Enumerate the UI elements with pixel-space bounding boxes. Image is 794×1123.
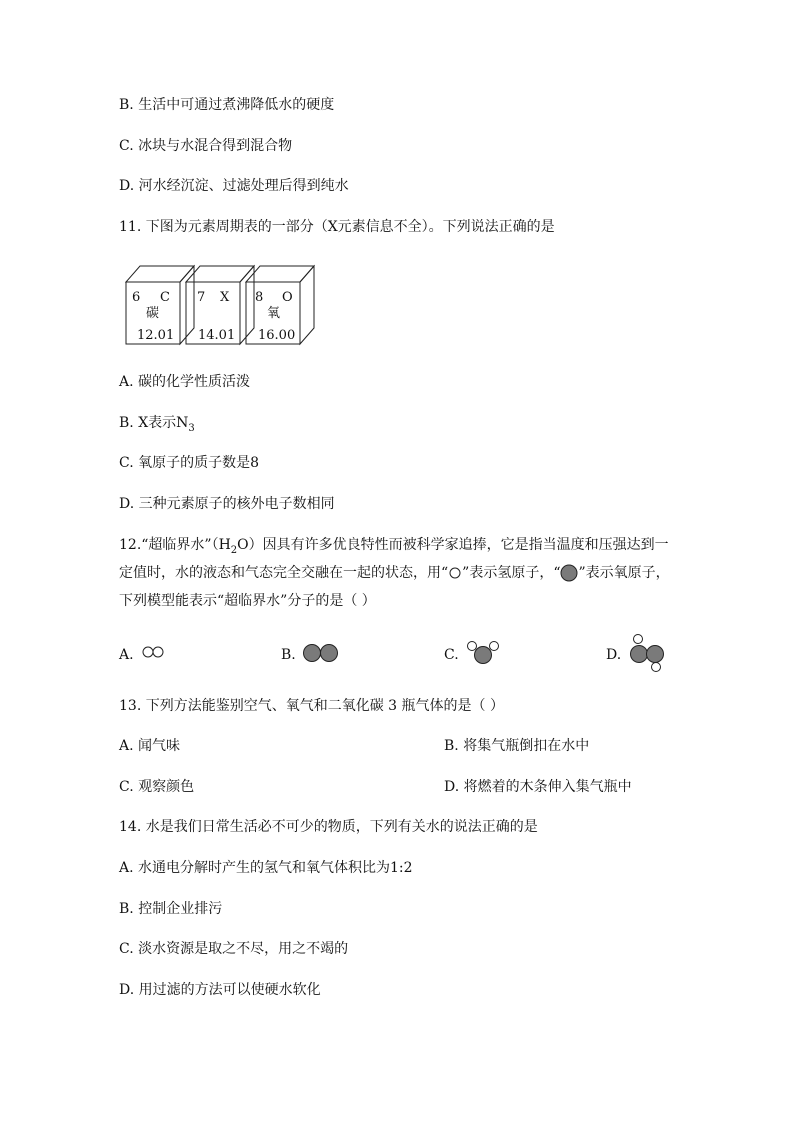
- molecule-b-icon: [302, 642, 340, 664]
- q13-option-d: D. 将燃着的木条伸入集气瓶中: [444, 779, 632, 795]
- q12-line1-b: O）因具有许多优良特性而被科学家追捧，它是指当温度和压强达到一: [237, 537, 669, 553]
- oxygen-atom-icon: [560, 564, 578, 582]
- q12-stem-line3: 下列模型能表示“超临界水”分子的是（ ）: [119, 593, 376, 609]
- q13-option-c: C. 观察颜色: [119, 779, 195, 795]
- q10-option-d: D. 河水经沉淀、过滤处理后得到纯水: [119, 178, 349, 194]
- element-o-mass: 16.00: [258, 328, 296, 343]
- q13-option-b: B. 将集气瓶倒扣在水中: [444, 738, 590, 754]
- molecule-d-icon: [626, 630, 668, 674]
- molecule-c-icon: [464, 638, 502, 668]
- q13-option-a: A. 闻气味: [119, 738, 181, 754]
- q13-stem: 13. 下列方法能鉴别空气、氧气和二氧化碳 3 瓶气体的是（ ）: [119, 698, 504, 714]
- element-c-mass: 12.01: [137, 328, 175, 343]
- q12-option-c-label: C.: [444, 647, 459, 663]
- q14-stem: 14. 水是我们日常生活必不可少的物质，下列有关水的说法正确的是: [119, 819, 538, 835]
- element-o-number: 8: [255, 290, 264, 305]
- q12-line2-b: ”表示氢原子，“: [462, 565, 561, 581]
- q11-option-c: C. 氧原子的质子数是8: [119, 455, 260, 471]
- q12-line1-subscript: 2: [230, 544, 238, 556]
- element-c-number: 6: [132, 290, 141, 305]
- element-x-number: 7: [197, 290, 206, 305]
- q14-option-a: A. 水通电分解时产生的氢气和氧气体积比为1:2: [119, 860, 413, 876]
- q11-stem: 11. 下图为元素周期表的一部分（X元素信息不全）。下列说法正确的是: [119, 219, 555, 235]
- q11-option-d: D. 三种元素原子的核外电子数相同: [119, 496, 335, 512]
- element-x-symbol: X: [220, 290, 230, 305]
- q12-option-a-label: A.: [119, 647, 134, 663]
- q11-option-b-text: B. X表示N: [119, 415, 189, 431]
- molecule-a-icon: [142, 644, 166, 660]
- element-c-name: 碳: [146, 306, 160, 321]
- element-x-mass: 14.01: [198, 328, 236, 343]
- q12-line1-a: 12.“超临界水”（H: [119, 537, 231, 553]
- periodic-table-fragment: [124, 262, 324, 348]
- element-c-symbol: C: [160, 290, 170, 305]
- q10-option-c: C. 冰块与水混合得到混合物: [119, 138, 293, 154]
- q14-option-d: D. 用过滤的方法可以使硬水软化: [119, 982, 321, 998]
- q11-option-b: [119, 414, 195, 438]
- q12-option-d-label: D.: [606, 647, 622, 663]
- q12-option-b-label: B.: [281, 647, 296, 663]
- element-o-symbol: O: [282, 290, 293, 305]
- q12-line2-a: 定值时，水的液态和气态完全交融在一起的状态，用“: [119, 565, 449, 581]
- q10-option-b: B. 生活中可通过煮沸降低水的硬度: [119, 97, 335, 113]
- q11-option-b-subscript: 3: [188, 422, 195, 434]
- q14-option-b: B. 控制企业排污: [119, 901, 223, 917]
- q12-stem-line2: [119, 564, 670, 582]
- q12-stem-line1: [119, 536, 669, 560]
- q12-line2-c: ”表示氧原子，: [578, 565, 670, 581]
- element-o-name: 氧: [267, 306, 281, 321]
- q11-option-a: A. 碳的化学性质活泼: [119, 374, 251, 390]
- q14-option-c: C. 淡水资源是取之不尽，用之不竭的: [119, 941, 349, 957]
- hydrogen-atom-icon: [448, 566, 462, 580]
